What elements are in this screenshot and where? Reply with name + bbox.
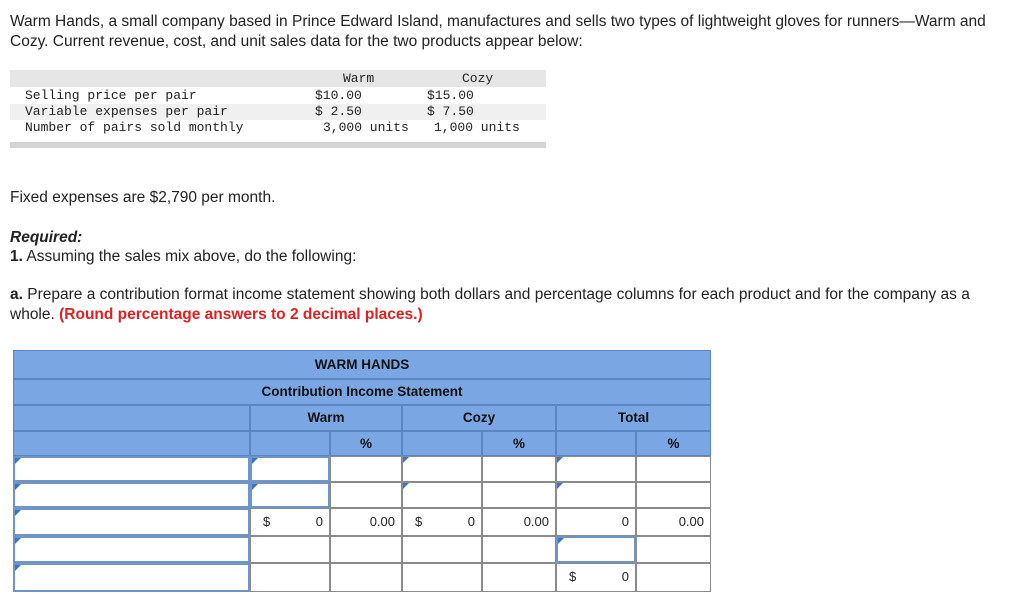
total-amount-input[interactable] (556, 508, 636, 536)
question-1-number: 1. (10, 248, 23, 265)
required-label (10, 228, 82, 248)
required-label-text: Required: (10, 229, 83, 246)
company-name-band (13, 350, 711, 379)
income-statement-table (13, 350, 711, 592)
rounding-note: (Round percentage answers to 2 decimal places.) (59, 306, 423, 323)
col-group-cozy: Cozy (402, 405, 556, 431)
total-amount-value: 0 (621, 514, 629, 529)
warm-amount-value: 0 (315, 514, 323, 529)
total-pct-input[interactable] (636, 563, 711, 592)
problem-intro: Warm Hands, a small company based in Prince Edward Island, manufactures and sells two types of lightweight gloves for runners—Warm and Cozy. Current revenue, cost, and unit sales data for the two products appear below: (10, 13, 986, 50)
header-blank-cell (13, 405, 250, 431)
cozy-pct-input[interactable] (482, 563, 556, 592)
data-header-warm: Warm (343, 71, 375, 86)
warm-pct-input[interactable] (330, 563, 402, 592)
data-header-cozy: Cozy (462, 71, 494, 86)
question-1-text: Assuming the sales mix above, do the following: (26, 248, 357, 265)
cozy-amount-input[interactable] (402, 563, 482, 592)
cozy-pct-value: 0.00 (523, 514, 549, 529)
dropdown-marker-icon (557, 457, 563, 463)
cozy-amount-input[interactable] (402, 508, 482, 536)
dropdown-marker-icon (252, 484, 258, 490)
warm-amount-input[interactable] (250, 482, 330, 508)
dropdown-marker-icon (15, 484, 21, 490)
pct-header-total: % (636, 431, 711, 456)
warm-amount-input[interactable] (250, 508, 330, 536)
total-amount-input[interactable] (556, 456, 636, 482)
dropdown-marker-icon (15, 538, 21, 544)
data-row-label: Selling price per pair (25, 88, 197, 103)
data-row-warm: 3,000 units (323, 120, 409, 135)
dropdown-marker-icon (403, 483, 409, 489)
line-item-label-input[interactable] (13, 482, 250, 508)
cozy-amount-value: 0 (467, 514, 475, 529)
subheader-blank-cell (402, 431, 482, 456)
data-row-cozy: 1,000 units (434, 120, 520, 135)
data-row-label: Variable expenses per pair (25, 104, 228, 119)
total-amount-input[interactable] (556, 563, 636, 592)
subheader-blank-cell (250, 431, 330, 456)
dropdown-marker-icon (15, 510, 21, 516)
warm-pct-input[interactable] (330, 456, 402, 482)
total-pct-input[interactable] (636, 536, 711, 563)
warm-amount-input[interactable] (250, 563, 330, 592)
statement-title-band (13, 379, 711, 405)
total-pct-value: 0.00 (678, 514, 704, 529)
data-row-label: Number of pairs sold monthly (25, 120, 244, 135)
col-group-warm: Warm (250, 405, 402, 431)
cozy-pct-input[interactable] (482, 456, 556, 482)
dollar-sign: $ (415, 514, 423, 529)
statement-title: Contribution Income Statement (261, 384, 463, 399)
dollar-sign: $ (569, 569, 577, 584)
dropdown-marker-icon (557, 483, 563, 489)
dropdown-marker-icon (252, 458, 258, 464)
total-amount-input[interactable] (556, 482, 636, 508)
dollar-sign: $ (263, 514, 271, 529)
data-row-cozy: $15.00 (427, 88, 474, 103)
question-a-text: Prepare a contribution format income statement showing both dollars and percentage columns for each product and for the company as a whole. (10, 286, 970, 323)
warm-pct-input[interactable] (330, 482, 402, 508)
warm-pct-value: 0.00 (369, 514, 395, 529)
cozy-amount-input[interactable] (402, 456, 482, 482)
data-row-cozy: $ 7.50 (427, 104, 474, 119)
cozy-amount-input[interactable] (402, 482, 482, 508)
dropdown-marker-icon (558, 538, 564, 544)
total-pct-input[interactable] (636, 508, 711, 536)
dropdown-marker-icon (403, 457, 409, 463)
cozy-pct-input[interactable] (482, 482, 556, 508)
line-item-label-input[interactable] (13, 508, 250, 536)
dropdown-marker-icon (15, 565, 21, 571)
company-name: WARM HANDS (314, 357, 410, 372)
cozy-pct-input[interactable] (482, 508, 556, 536)
subheader-blank-cell (556, 431, 636, 456)
question-a-letter: a. (10, 286, 23, 303)
subheader-blank-cell (13, 431, 250, 456)
question-1 (10, 247, 356, 267)
data-table-bottom-band (10, 142, 546, 148)
line-item-label-input[interactable] (13, 563, 250, 592)
total-pct-input[interactable] (636, 482, 711, 508)
warm-pct-input[interactable] (330, 508, 402, 536)
warm-amount-input[interactable] (250, 456, 330, 482)
pct-header-cozy: % (482, 431, 556, 456)
product-data-table (10, 70, 546, 150)
dropdown-marker-icon (15, 458, 21, 464)
fixed-expenses-text: Fixed expenses are $2,790 per month. (10, 189, 276, 206)
col-group-total: Total (556, 405, 711, 431)
total-amount-input[interactable] (556, 536, 636, 563)
warm-pct-input[interactable] (330, 536, 402, 563)
warm-amount-input[interactable] (250, 536, 330, 563)
total-pct-input[interactable] (636, 456, 711, 482)
pct-header-warm: % (330, 431, 402, 456)
line-item-label-input[interactable] (13, 536, 250, 563)
cozy-amount-input[interactable] (402, 536, 482, 563)
line-item-label-input[interactable] (13, 456, 250, 482)
data-row-warm: $ 2.50 (315, 104, 362, 119)
data-row-warm: $10.00 (315, 88, 362, 103)
cozy-pct-input[interactable] (482, 536, 556, 563)
total-amount-value: 0 (621, 569, 629, 584)
question-a (10, 285, 1010, 325)
